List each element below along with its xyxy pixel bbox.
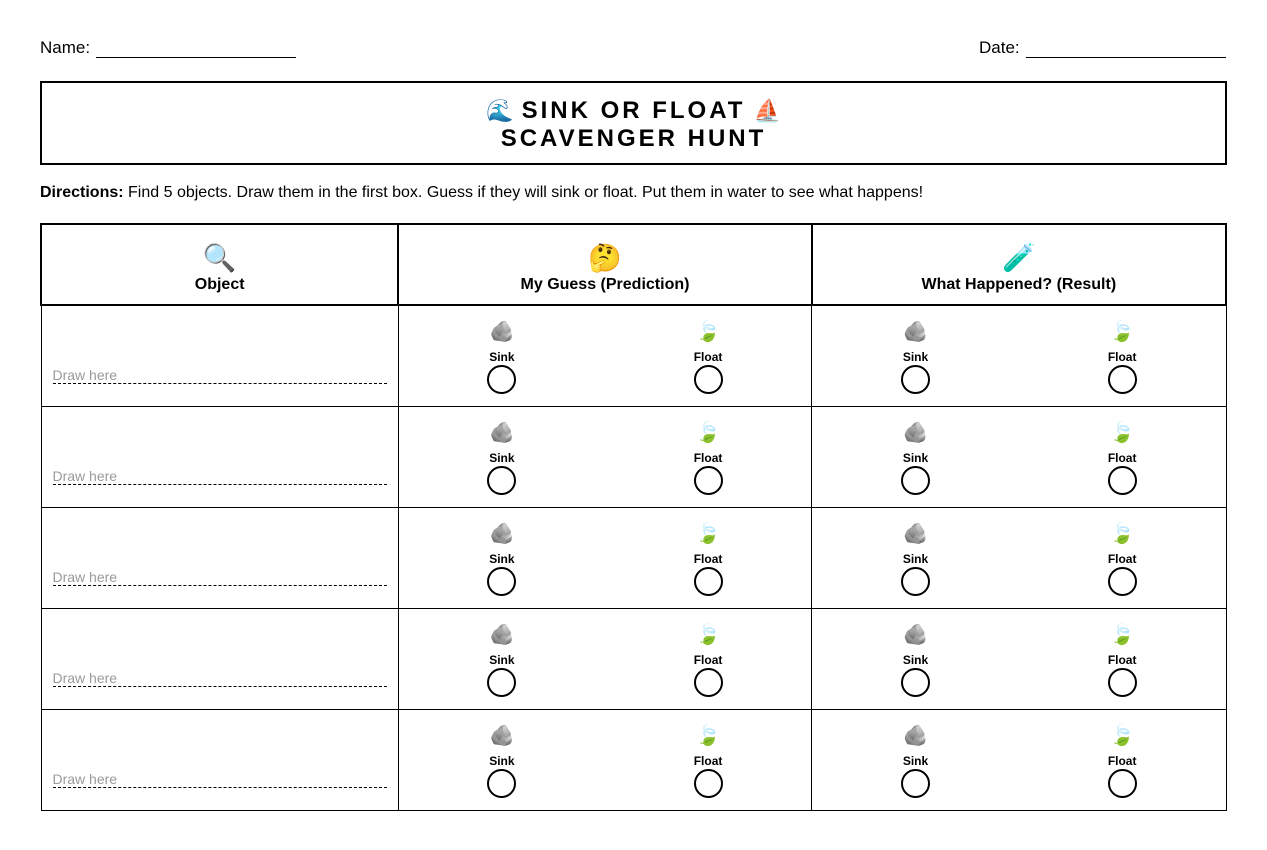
float-label: Float — [693, 652, 723, 667]
leaf-icon: 🍃 — [1109, 623, 1135, 646]
name-blank-line[interactable] — [96, 42, 296, 58]
draw-here-line[interactable]: Draw here — [53, 468, 387, 485]
float-circle[interactable] — [694, 769, 723, 798]
column-label: What Happened? (Result) — [921, 276, 1117, 293]
sink-label: Sink — [902, 450, 929, 465]
prediction-cell — [398, 406, 811, 507]
float-circle[interactable] — [694, 668, 723, 697]
wave-icon: 🌊 — [486, 98, 514, 123]
date-field — [979, 38, 1226, 58]
result-cell — [812, 406, 1226, 507]
draw-cell[interactable] — [41, 305, 398, 406]
table-row — [41, 305, 1226, 406]
name-field — [40, 38, 296, 58]
prediction-sink-option[interactable] — [472, 421, 532, 495]
date-label: Date: — [979, 38, 1020, 57]
leaf-icon: 🍃 — [695, 522, 721, 545]
prediction-sink-option[interactable] — [472, 724, 532, 798]
sink-circle[interactable] — [487, 466, 516, 495]
prediction-float-option[interactable] — [678, 320, 738, 394]
prediction-float-option[interactable] — [678, 522, 738, 596]
draw-here-line[interactable]: Draw here — [53, 367, 387, 384]
rock-icon: 🪨 — [903, 522, 928, 545]
draw-cell[interactable] — [41, 709, 398, 810]
sink-label: Sink — [489, 350, 515, 364]
draw-cell[interactable] — [41, 507, 398, 608]
leaf-icon: 🍃 — [695, 724, 721, 747]
leaf-icon: 🍃 — [1109, 724, 1135, 747]
sink-label: Sink — [902, 652, 929, 667]
result-float-option[interactable] — [1092, 421, 1152, 495]
draw-here-line[interactable]: Draw here — [53, 569, 387, 586]
title-line-1 — [42, 97, 1225, 125]
leaf-icon: 🍃 — [1109, 421, 1135, 444]
rock-icon: 🪨 — [903, 321, 928, 343]
title-text-2: SCAVENGER HUNT — [500, 125, 767, 152]
prediction-sink-option[interactable] — [472, 522, 532, 596]
hunt-table — [40, 223, 1227, 811]
table-row — [41, 608, 1226, 709]
sink-label: Sink — [902, 350, 929, 364]
result-sink-option[interactable] — [885, 623, 945, 697]
sink-circle[interactable] — [487, 769, 516, 798]
prediction-cell — [398, 507, 811, 608]
column-label: My Guess (Prediction) — [520, 276, 690, 293]
result-float-option[interactable] — [1092, 320, 1152, 394]
rock-icon: 🪨 — [903, 623, 928, 646]
rock-icon: 🪨 — [489, 724, 515, 747]
sink-circle[interactable] — [901, 769, 930, 798]
name-label: Name: — [40, 38, 91, 57]
prediction-float-option[interactable] — [678, 421, 738, 495]
rock-icon: 🪨 — [489, 623, 515, 646]
sink-label: Sink — [902, 551, 929, 566]
float-label: Float — [1107, 350, 1137, 364]
draw-here-line[interactable]: Draw here — [53, 670, 387, 687]
prediction-cell — [398, 709, 811, 810]
directions-text: Find 5 objects. Draw them in the first box. Guess if they will sink or float. Put them in water to see what happens! — [123, 184, 924, 201]
result-float-option[interactable] — [1092, 623, 1152, 697]
leaf-icon: 🍃 — [695, 623, 721, 646]
float-circle[interactable] — [694, 466, 723, 495]
table-header-row — [41, 224, 1226, 305]
float-circle[interactable] — [694, 567, 723, 596]
rock-icon: 🪨 — [489, 321, 515, 343]
column-header-result — [812, 224, 1226, 305]
column-header-object — [41, 224, 398, 305]
date-blank-line[interactable] — [1026, 42, 1226, 58]
sink-label: Sink — [489, 551, 515, 566]
sink-label: Sink — [489, 652, 515, 667]
test-tube-icon: 🧪 — [1002, 243, 1036, 273]
sink-circle[interactable] — [901, 365, 930, 394]
table-row — [41, 507, 1226, 608]
float-circle[interactable] — [1108, 567, 1137, 596]
sink-circle[interactable] — [487, 567, 516, 596]
sailboat-icon: ⛵ — [753, 98, 781, 123]
result-cell — [812, 608, 1226, 709]
result-float-option[interactable] — [1092, 522, 1152, 596]
rock-icon: 🪨 — [903, 421, 928, 444]
result-float-option[interactable] — [1092, 724, 1152, 798]
draw-cell[interactable] — [41, 406, 398, 507]
sink-label: Sink — [489, 753, 515, 768]
float-label: Float — [1107, 753, 1137, 768]
leaf-icon: 🍃 — [695, 421, 721, 444]
sink-circle[interactable] — [487, 365, 516, 394]
float-label: Float — [693, 450, 723, 465]
rock-icon: 🪨 — [489, 421, 515, 444]
result-sink-option[interactable] — [885, 724, 945, 798]
title-text-1: SINK OR FLOAT — [521, 97, 746, 124]
float-label: Float — [693, 350, 723, 364]
draw-here-line[interactable]: Draw here — [53, 771, 387, 788]
sink-circle[interactable] — [901, 466, 930, 495]
column-label: Object — [194, 276, 245, 293]
magnifying-glass-icon: 🔍 — [202, 243, 237, 273]
result-cell — [812, 305, 1226, 406]
sink-circle[interactable] — [487, 668, 516, 697]
float-circle[interactable] — [1108, 466, 1137, 495]
leaf-icon: 🍃 — [1109, 522, 1135, 545]
prediction-float-option[interactable] — [678, 623, 738, 697]
rock-icon: 🪨 — [489, 522, 515, 545]
float-label: Float — [693, 551, 723, 566]
float-label: Float — [1107, 450, 1137, 465]
leaf-icon: 🍃 — [695, 321, 721, 343]
directions-label: Directions: — [40, 184, 124, 201]
sink-circle[interactable] — [901, 668, 930, 697]
result-cell — [812, 507, 1226, 608]
prediction-sink-option[interactable] — [472, 320, 532, 394]
sink-label: Sink — [902, 753, 929, 768]
prediction-cell — [398, 608, 811, 709]
leaf-icon: 🍃 — [1109, 321, 1135, 343]
draw-cell[interactable] — [41, 608, 398, 709]
table-row — [41, 709, 1226, 810]
column-header-prediction — [398, 224, 811, 305]
float-circle[interactable] — [1108, 365, 1137, 394]
result-sink-option[interactable] — [885, 421, 945, 495]
rock-icon: 🪨 — [903, 724, 928, 747]
result-sink-option[interactable] — [885, 522, 945, 596]
sink-label: Sink — [489, 450, 515, 465]
prediction-float-option[interactable] — [678, 724, 738, 798]
float-label: Float — [1107, 551, 1137, 566]
float-label: Float — [693, 753, 723, 768]
title-box — [40, 81, 1227, 165]
float-label: Float — [1107, 652, 1137, 667]
thinking-face-icon: 🤔 — [588, 243, 622, 273]
prediction-sink-option[interactable] — [472, 623, 532, 697]
float-circle[interactable] — [1108, 769, 1137, 798]
prediction-cell — [398, 305, 811, 406]
float-circle[interactable] — [694, 365, 723, 394]
result-cell — [812, 709, 1226, 810]
directions — [40, 184, 923, 202]
float-circle[interactable] — [1108, 668, 1137, 697]
sink-circle[interactable] — [901, 567, 930, 596]
result-sink-option[interactable] — [885, 320, 945, 394]
table-row — [41, 406, 1226, 507]
title-line-2 — [42, 125, 1225, 153]
